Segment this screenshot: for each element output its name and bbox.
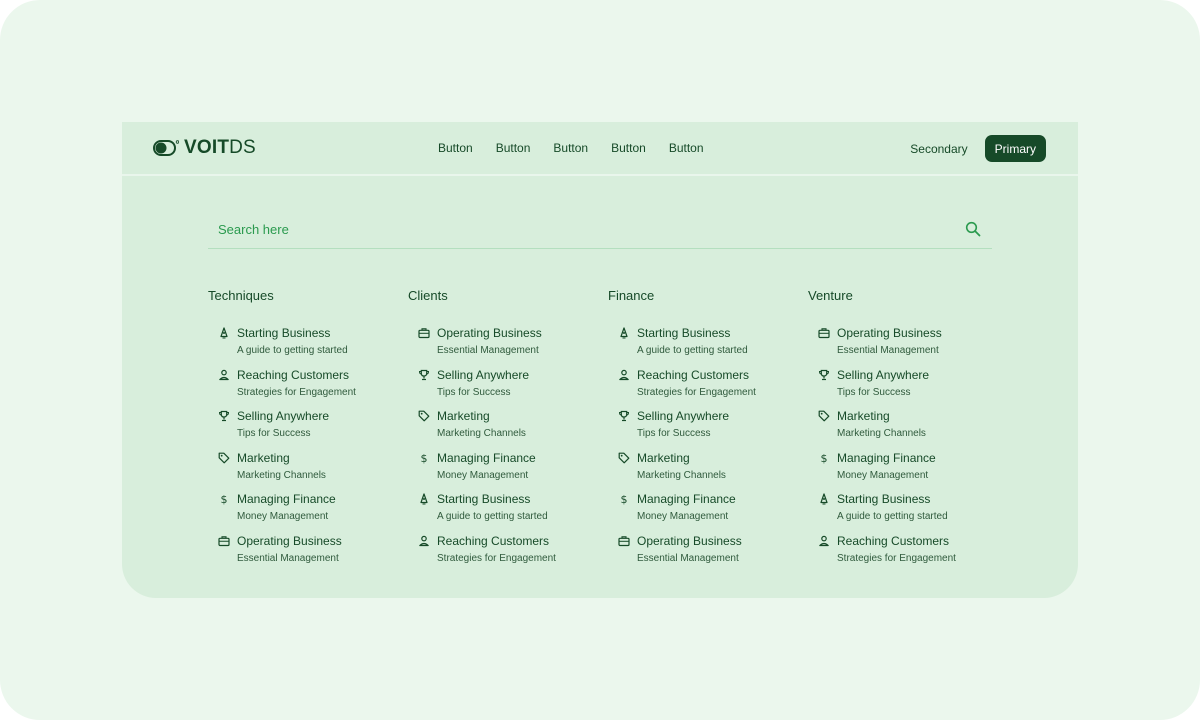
menu-item[interactable] xyxy=(208,410,403,446)
column-title: Clients xyxy=(408,288,448,303)
menu-item-title: Selling Anywhere xyxy=(637,409,730,424)
menu-item[interactable] xyxy=(808,327,1003,363)
nav-link-1[interactable]: Button xyxy=(438,141,473,155)
menu-item-title: Starting Business xyxy=(437,492,531,507)
briefcase-icon xyxy=(818,327,830,339)
menu-item[interactable] xyxy=(608,327,803,363)
svg-text:$: $ xyxy=(220,493,228,506)
nav-link-5[interactable]: Button xyxy=(668,141,704,155)
menu-item-title: Reaching Customers xyxy=(237,367,350,382)
menu-column xyxy=(408,288,608,564)
menu-item-subtitle: A guide to getting started xyxy=(237,345,348,356)
menu-item-title: Marketing xyxy=(637,450,690,465)
menu-item-title: Starting Business xyxy=(837,492,931,507)
menu-item-subtitle: A guide to getting started xyxy=(837,511,948,523)
menu-item-subtitle: Essential Management xyxy=(837,345,939,356)
dollar-icon xyxy=(418,452,430,464)
brand-name-bold: VOIT xyxy=(184,137,230,158)
menu-item-subtitle: Strategies for Engagement xyxy=(837,553,956,564)
menu-item[interactable] xyxy=(208,327,403,363)
person-icon xyxy=(418,535,430,547)
menu-item-title: Managing Finance xyxy=(437,450,536,465)
menu-item-subtitle: Money Management xyxy=(237,511,329,523)
menu-item-title: Operating Business xyxy=(837,326,942,340)
menu-item-subtitle: Tips for Success xyxy=(237,428,311,440)
menu-item[interactable] xyxy=(408,369,603,405)
brand-name-light: DS xyxy=(229,137,256,158)
nav-link-3[interactable]: Button xyxy=(553,141,589,155)
person-icon xyxy=(818,535,830,547)
column-title: Techniques xyxy=(208,288,274,303)
menu-item-title: Selling Anywhere xyxy=(237,409,330,424)
menu-item-title: Reaching Customers xyxy=(637,367,750,382)
menu-item[interactable] xyxy=(408,452,603,488)
primary-button[interactable]: Primary xyxy=(985,135,1046,162)
menu-item-subtitle: Strategies for Engagement xyxy=(237,386,356,398)
trophy-icon xyxy=(218,410,230,422)
menu-item[interactable] xyxy=(208,535,403,571)
menu-item-title: Operating Business xyxy=(637,534,742,548)
menu-item-title: Selling Anywhere xyxy=(837,367,930,382)
menu-item-subtitle: Marketing Channels xyxy=(237,469,326,481)
menu-item-title: Reaching Customers xyxy=(837,534,950,548)
menu-columns xyxy=(208,288,1008,578)
menu-item[interactable] xyxy=(208,452,403,488)
column-title: Venture xyxy=(808,288,853,303)
nav-link-2[interactable]: Button xyxy=(495,141,531,155)
menu-item[interactable] xyxy=(608,410,803,446)
search-icon[interactable] xyxy=(965,221,981,237)
menu-item-subtitle: Money Management xyxy=(637,511,729,523)
nav-links xyxy=(438,137,727,159)
menu-item-title: Operating Business xyxy=(237,534,342,548)
menu-item-subtitle: Tips for Success xyxy=(837,386,911,398)
menu-column xyxy=(208,288,408,564)
nav-actions xyxy=(910,135,1046,162)
menu-item-title: Marketing xyxy=(237,450,290,465)
briefcase-icon xyxy=(618,535,630,547)
secondary-button[interactable]: Secondary xyxy=(910,141,968,156)
briefcase-icon xyxy=(418,327,430,339)
menu-item-subtitle: Strategies for Engagement xyxy=(637,386,756,398)
trophy-icon xyxy=(418,369,430,381)
menu-item-subtitle: A guide to getting started xyxy=(437,511,548,523)
menu-item-subtitle: Marketing Channels xyxy=(437,428,526,440)
menu-item[interactable] xyxy=(808,369,1003,405)
person-icon xyxy=(218,369,230,381)
menu-item[interactable] xyxy=(408,535,603,571)
rocket-icon xyxy=(818,493,830,505)
menu-item-subtitle: Marketing Channels xyxy=(837,428,926,440)
menu-item-title: Managing Finance xyxy=(237,492,336,507)
trophy-icon xyxy=(818,369,830,381)
menu-column xyxy=(608,288,808,564)
menu-item[interactable] xyxy=(208,493,403,529)
menu-item-subtitle: Essential Management xyxy=(437,345,539,356)
menu-item[interactable] xyxy=(408,410,603,446)
dollar-icon xyxy=(218,493,230,505)
dollar-icon xyxy=(818,452,830,464)
menu-item[interactable] xyxy=(608,369,803,405)
rocket-icon xyxy=(618,327,630,339)
menu-item-subtitle: Strategies for Engagement xyxy=(437,553,556,564)
svg-text:$: $ xyxy=(420,451,428,464)
menu-item-title: Marketing xyxy=(837,409,890,424)
menu-item-title: Reaching Customers xyxy=(437,534,550,548)
menu-item-title: Managing Finance xyxy=(637,492,736,507)
menu-item-subtitle: Essential Management xyxy=(237,553,339,564)
nav-link-4[interactable]: Button xyxy=(611,141,646,155)
menu-item-subtitle: Money Management xyxy=(437,469,529,481)
menu-item-title: Starting Business xyxy=(637,326,731,340)
menu-item[interactable] xyxy=(808,410,1003,446)
rocket-icon xyxy=(218,327,230,339)
column-title: Finance xyxy=(608,288,655,303)
person-icon xyxy=(618,369,630,381)
search-input[interactable]: Search here xyxy=(218,222,289,237)
menu-item-subtitle: A guide to getting started xyxy=(637,345,748,356)
menu-item-title: Selling Anywhere xyxy=(437,367,530,382)
tag-icon xyxy=(818,410,830,422)
menu-item-title: Operating Business xyxy=(437,326,542,340)
menu-item-subtitle: Essential Management xyxy=(637,553,739,564)
briefcase-icon xyxy=(218,535,230,547)
menu-item-title: Starting Business xyxy=(237,326,331,340)
dollar-icon xyxy=(618,493,630,505)
brand-name xyxy=(184,138,256,158)
menu-item-subtitle: Tips for Success xyxy=(437,386,511,398)
tag-icon xyxy=(618,452,630,464)
menu-column xyxy=(808,288,1008,564)
tag-icon xyxy=(418,410,430,422)
brand-logo[interactable] xyxy=(153,138,256,158)
menu-item[interactable] xyxy=(608,493,803,529)
mega-menu-panel xyxy=(122,122,1078,598)
menu-item[interactable] xyxy=(208,369,403,405)
menu-item[interactable] xyxy=(608,535,803,571)
menu-item-subtitle: Tips for Success xyxy=(637,428,711,440)
search-bar[interactable] xyxy=(208,214,992,249)
trophy-icon xyxy=(618,410,630,422)
menu-item[interactable] xyxy=(408,493,603,529)
menu-item-subtitle: Money Management xyxy=(837,469,929,481)
menu-item[interactable] xyxy=(808,452,1003,488)
menu-item-subtitle: Marketing Channels xyxy=(637,469,726,481)
rocket-icon xyxy=(418,493,430,505)
menu-item[interactable] xyxy=(808,535,1003,571)
svg-text:$: $ xyxy=(820,451,828,464)
tag-icon xyxy=(218,452,230,464)
menu-item-title: Marketing xyxy=(437,409,490,424)
menu-item-title: Managing Finance xyxy=(837,450,936,465)
menu-item[interactable] xyxy=(608,452,803,488)
menu-item[interactable] xyxy=(808,493,1003,529)
top-navbar xyxy=(122,122,1078,176)
toggle-logo-icon xyxy=(153,140,179,156)
svg-text:$: $ xyxy=(620,493,628,506)
menu-item[interactable] xyxy=(408,327,603,363)
